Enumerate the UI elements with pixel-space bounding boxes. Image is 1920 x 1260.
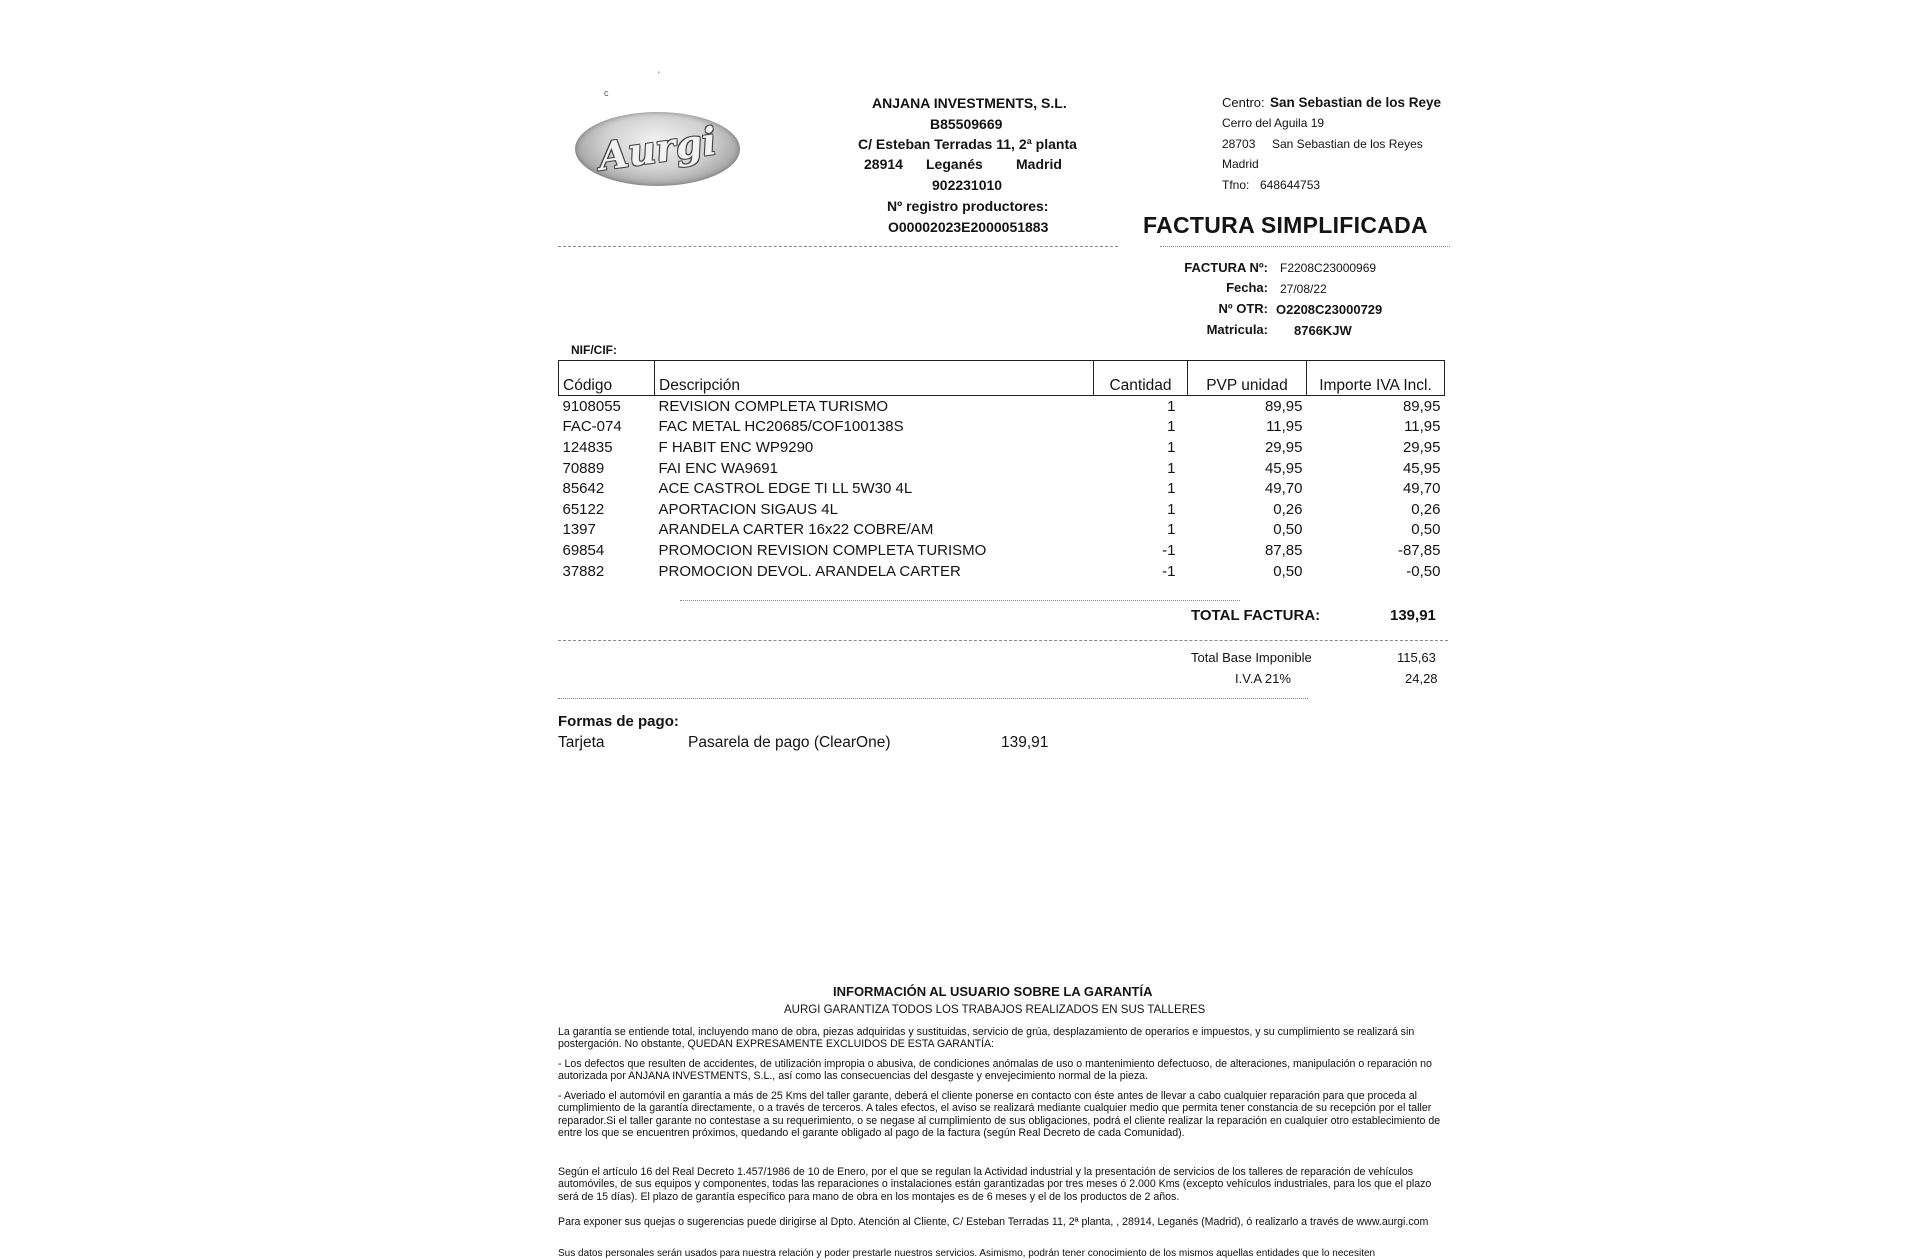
logo-wordmark: Aurgi xyxy=(595,117,720,180)
otr-number: O2208C23000729 xyxy=(1276,302,1383,317)
registry-label: Nº registro productores: xyxy=(887,198,1049,214)
item-code: 65122 xyxy=(562,500,605,518)
item-unit-price: 0,26 xyxy=(1273,500,1303,518)
centre-phone: 648644753 xyxy=(1260,178,1321,192)
company-name: ANJANA INVESTMENTS, S.L. xyxy=(872,95,1067,111)
item-quantity: 1 xyxy=(1167,418,1176,436)
registry-number: O00002023E2000051883 xyxy=(888,219,1049,235)
date-label: Fecha: xyxy=(1226,280,1268,295)
table-row xyxy=(559,458,1445,479)
column-header-quantity: Cantidad xyxy=(1094,361,1188,396)
invoice-number: F2208C23000969 xyxy=(1280,261,1377,275)
item-unit-price: 11,95 xyxy=(1266,418,1303,436)
warranty-paragraph: Según el artículo 16 del Real Decreto 1.457/1986 de 10 de Enero, por el que se regulan la Actividad industrial y la presentación de servicios de los talleres de reparación de vehículos automóviles, de sus equipos y componentes, todas las reparaciones o instalaciones están garantizadas por tres meses ó 2.000 Kms (excepto vehículos industriales, para los que el plazo será de 15 días). El plazo de garantía específico para mano de obra en los montajes es de 6 meses y el de los productos de 2 años. xyxy=(558,1166,1432,1203)
item-unit-price: 89,95 xyxy=(1264,397,1303,415)
item-total: 49,70 xyxy=(1402,480,1441,498)
table-row xyxy=(559,499,1445,520)
item-unit-price: 0,50 xyxy=(1273,562,1303,580)
company-phone: 902231010 xyxy=(932,177,1003,193)
warranty-paragraph: - Averiado el automóvil en garantía a más de 25 Kms del taller garante, deberá el cliente ponerse en contacto con éste antes de llevar a cabo cualquier reparación para que proceda al cumplimiento de la garantía directamente, o a través de terceros. A tales efectos, el aviso se realizará mediante cualquier medio que permita tener constancia de su recepción por el taller reparador.Si el taller garante no contestase a su requerimiento, o se negase al cumplimiento de sus obligaciones, podrá el cliente realizar la reparación en cualquier otro establecimiento de entre los que se encuentren próximos, quedando el garante obligado al pago de la factura (según Real Decreto de cada Comunidad). xyxy=(558,1090,1441,1140)
item-code: 69854 xyxy=(562,541,605,559)
item-description: FAI ENC WA9691 xyxy=(658,459,778,477)
item-code: 124835 xyxy=(562,438,613,456)
item-total: -0,50 xyxy=(1406,562,1441,580)
total-value: 139,91 xyxy=(1390,607,1436,624)
table-row xyxy=(559,478,1445,499)
item-description: ACE CASTROL EDGE TI LL 5W30 4L xyxy=(658,480,913,498)
payment-method: Tarjeta xyxy=(558,734,605,751)
item-total: 45,95 xyxy=(1402,459,1441,477)
item-unit-price: 29,95 xyxy=(1264,438,1303,456)
item-code: FAC-074 xyxy=(562,418,622,436)
invoice-number-label: FACTURA Nº: xyxy=(1184,260,1268,275)
divider-line xyxy=(558,640,1448,641)
table-row xyxy=(559,561,1445,582)
document-title: FACTURA SIMPLIFICADA xyxy=(1143,212,1428,238)
tax-base-value: 115,63 xyxy=(1397,650,1436,665)
plate-label: Matricula: xyxy=(1206,322,1268,337)
payment-gateway: Pasarela de pago (ClearOne) xyxy=(688,734,891,751)
company-postcode: 28914 xyxy=(864,156,903,172)
item-description: FAC METAL HC20685/COF100138S xyxy=(658,418,904,436)
column-header-code: Código xyxy=(559,361,655,396)
nif-label: NIF/CIF: xyxy=(571,343,617,357)
warranty-subtitle: AURGI GARANTIZA TODOS LOS TRABAJOS REALIZADOS EN SUS TALLERES xyxy=(784,1004,1206,1016)
warranty-paragraph: Para exponer sus quejas o sugerencias puede dirigirse al Dpto. Atención al Cliente, C/ Esteban Terradas 11, 2ª planta, , 28914, Leganés (Madrid), ó realizarlo a través de www.aurgi.com xyxy=(558,1216,1429,1228)
item-quantity: -1 xyxy=(1162,541,1176,559)
divider-line xyxy=(680,600,1240,601)
table-row xyxy=(559,437,1445,458)
centre-label: Centro: xyxy=(1222,95,1265,110)
item-description: F HABIT ENC WP9290 xyxy=(658,438,814,456)
item-total: 29,95 xyxy=(1402,438,1441,456)
column-header-description: Descripción xyxy=(655,361,1094,396)
vat-value: 24,28 xyxy=(1405,671,1438,686)
item-code: 85642 xyxy=(562,480,605,498)
otr-label: Nº OTR: xyxy=(1218,301,1268,316)
item-total: 0,26 xyxy=(1411,500,1441,518)
item-description: ARANDELA CARTER 16x22 COBRE/AM xyxy=(658,521,934,539)
centre-postcode: 28703 xyxy=(1222,137,1256,151)
tax-base-label: Total Base Imponible xyxy=(1191,650,1312,665)
table-row xyxy=(559,520,1445,541)
company-nif: B85509669 xyxy=(930,116,1003,132)
table-row xyxy=(559,417,1445,438)
item-quantity: -1 xyxy=(1162,562,1176,580)
item-quantity: 1 xyxy=(1167,500,1176,518)
item-quantity: 1 xyxy=(1167,480,1176,498)
warranty-paragraph: Sus datos personales serán usados para nuestra relación y poder prestarle nuestros servicios. Asimismo, podrán tener conocimiento de los mismos aquellas entidades que lo necesiten xyxy=(558,1248,1376,1259)
table-row xyxy=(559,396,1445,417)
company-province: Madrid xyxy=(1016,156,1062,172)
item-unit-price: 49,70 xyxy=(1264,480,1303,498)
invoice-items-table xyxy=(558,360,1445,581)
payment-heading: Formas de pago: xyxy=(558,713,679,730)
vat-label: I.V.A 21% xyxy=(1235,671,1291,686)
centre-name: San Sebastian de los Reye xyxy=(1270,95,1442,110)
item-unit-price: 45,95 xyxy=(1264,459,1303,477)
centre-province: Madrid xyxy=(1222,157,1259,171)
centre-city: San Sebastian de los Reyes xyxy=(1272,137,1423,151)
company-address: C/ Esteban Terradas 11, 2ª planta xyxy=(858,136,1077,152)
item-description: APORTACION SIGAUS 4L xyxy=(658,500,838,518)
plate-number: 8766KJW xyxy=(1294,323,1352,338)
column-header-total-vat: Importe IVA Incl. xyxy=(1307,361,1445,396)
invoice-date: 27/08/22 xyxy=(1280,282,1327,296)
table-row xyxy=(559,540,1445,561)
item-code: 9108055 xyxy=(562,397,621,415)
warranty-title: INFORMACIÓN AL USUARIO SOBRE LA GARANTÍA xyxy=(833,984,1153,999)
item-unit-price: 0,50 xyxy=(1273,521,1303,539)
item-code: 37882 xyxy=(562,562,605,580)
payment-amount: 139,91 xyxy=(1001,734,1049,751)
item-total: 89,95 xyxy=(1402,397,1441,415)
scan-speck: ' xyxy=(658,70,660,80)
item-quantity: 1 xyxy=(1167,397,1176,415)
company-city: Leganés xyxy=(926,156,983,172)
item-code: 1397 xyxy=(562,521,596,539)
divider-line xyxy=(1160,246,1450,247)
scan-speck: c xyxy=(604,88,609,98)
item-code: 70889 xyxy=(562,459,605,477)
centre-phone-label: Tfno: xyxy=(1222,178,1250,192)
total-label: TOTAL FACTURA: xyxy=(1191,607,1321,624)
table-header-row xyxy=(559,361,1445,396)
column-header-unit-price: PVP unidad xyxy=(1188,361,1307,396)
warranty-paragraph: La garantía se entiende total, incluyendo mano de obra, piezas adquiridas y sustituidas, servicio de grúa, desplazamiento de operarios e impuestos, y su cumplimiento se realizará sin postergación. No obstante, QUEDAN EXPRESAMENTE EXCLUIDOS DE ESTA GARANTÍA: xyxy=(558,1026,1415,1051)
item-quantity: 1 xyxy=(1167,521,1176,539)
item-description: PROMOCION DEVOL. ARANDELA CARTER xyxy=(658,562,961,580)
item-total: -87,85 xyxy=(1397,541,1441,559)
divider-line xyxy=(558,246,1118,247)
item-description: PROMOCION REVISION COMPLETA TURISMO xyxy=(658,541,987,559)
warranty-paragraph: - Los defectos que resulten de accidentes, de utilización impropia o abusiva, de condiciones anómalas de uso o mantenimiento defectuoso, de alteraciones, manipulación o reparación no autorizada por ANJANA INVESTMENTS, S.L., así como las consecuencias del desgaste y envejecimiento normal de la pieza. xyxy=(558,1058,1432,1083)
item-quantity: 1 xyxy=(1167,459,1176,477)
aurgi-logo xyxy=(575,112,740,186)
item-quantity: 1 xyxy=(1167,438,1176,456)
divider-line xyxy=(558,698,1308,699)
centre-street: Cerro del Aguila 19 xyxy=(1222,116,1325,130)
item-total: 0,50 xyxy=(1411,521,1441,539)
item-description: REVISION COMPLETA TURISMO xyxy=(658,397,888,415)
item-unit-price: 87,85 xyxy=(1264,541,1303,559)
item-total: 11,95 xyxy=(1404,418,1441,436)
